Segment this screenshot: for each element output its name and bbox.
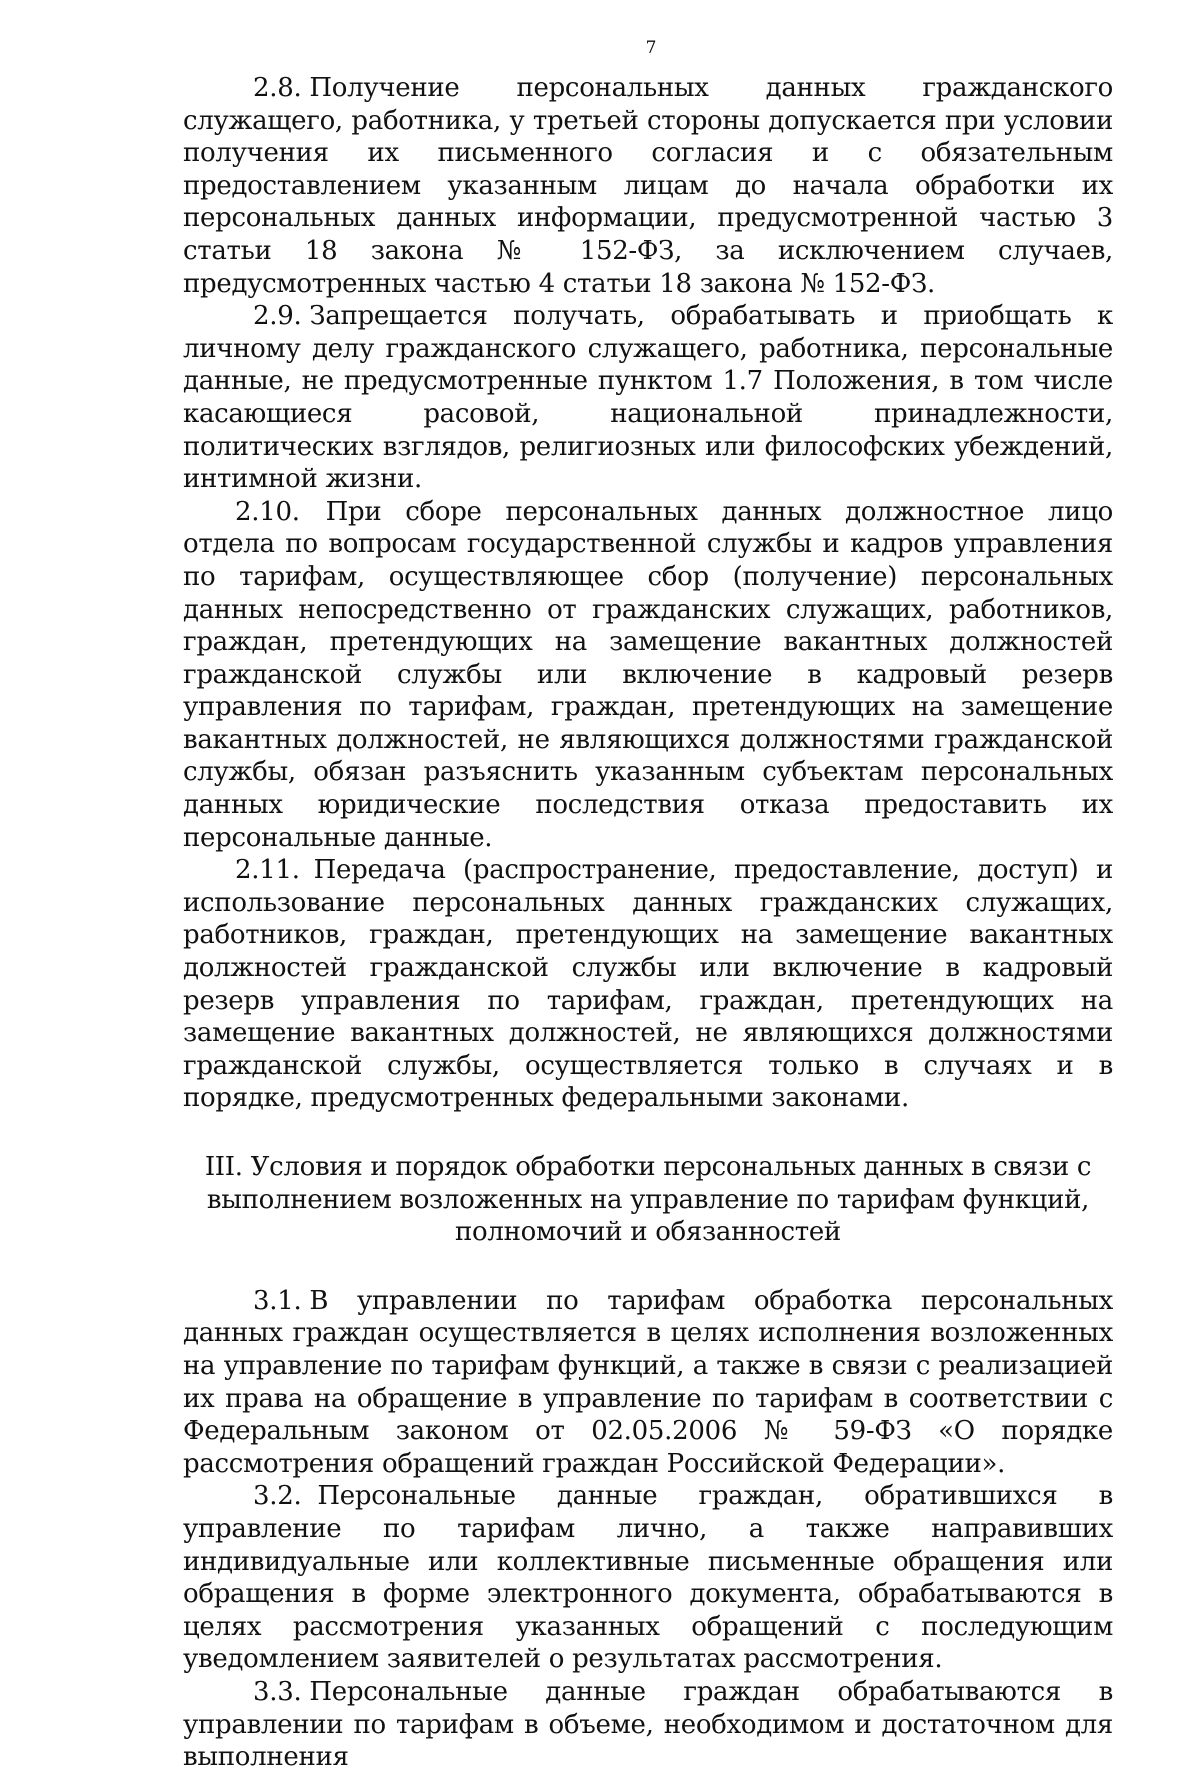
paragraph-number: 3.3. [253,1676,302,1707]
paragraph-2-10 [183,496,1113,855]
paragraph-text: Запрещается получать, обрабатывать и приобщать к личному делу гражданского служащего, работника, персональные данные, не предусмотренные пунктом 1.7 Положения, в том числе касающиеся расовой, национальной принадлежности, политических взглядов, религиозных или философских убеждений, интимной жизни. [183,301,1113,495]
paragraph-2-11 [183,854,1113,1115]
section-heading-line: III. Условия и порядок обработки персональных данных в связи с [204,1152,1092,1182]
paragraph-text: Передача (распространение, предоставление, доступ) и использование персональных данных гражданских служащих, работников, граждан, претендующих на замещение вакантных должностей гражданской службы или включение в кадровый резерв управления по тарифам, граждан, претендующих на замещение вакантных должностей, не являющихся должностями гражданской службы, осуществляется только в случаях и в порядке, предусмотренных федеральными законами. [183,855,1113,1114]
paragraph-3-3 [183,1676,1113,1774]
paragraph-2-9 [183,300,1113,496]
section-heading [183,1151,1113,1249]
paragraph-number: 2.10. [235,496,300,527]
paragraph-number: 2.9. [253,301,302,332]
paragraph-3-1 [183,1285,1113,1481]
page-number: 7 [645,38,657,58]
paragraph-3-2 [183,1480,1113,1676]
section-heading-line: полномочий и обязанностей [455,1217,841,1248]
section-heading-line: выполнением возложенных на управление по тарифам функций, [206,1184,1090,1215]
document-page [183,36,1113,1774]
paragraph-text: В управлении по тарифам обработка персональных данных граждан осуществляется в целях исполнения возложенных на управление по тарифам функций, а также в связи с реализацией их права на обращение в управление по тарифам в соответствии с Федеральным законом от 02.05.2006 № 59-ФЗ «О порядке рассмотрения обращений граждан Российской Федерации». [183,1285,1113,1479]
paragraph-number: 2.8. [253,73,302,103]
paragraph-number: 3.2. [253,1481,302,1512]
paragraph-text: При сборе персональных данных должностное лицо отдела по вопросам государственной службы и кадров управления по тарифам, осуществляющее сбор (получение) персональных данных непосредственно от гражданских служащих, работников, граждан, претендующих на замещение вакантных должностей гражданской службы или включение в кадровый резерв управления по тарифам, граждан, претендующих на замещение вакантных должностей, не являющихся должностями гражданской службы, обязан разъяснить указанным субъектам персональных данных юридические последствия отказа предоставить их персональные данные. [183,496,1113,853]
paragraph-text: Получение персональных данных гражданского служащего, работника, у третьей стороны допускается при условии получения их письменного согласия и с обязательным предоставлением указанным лицам до начала обработки их персональных данных информации, предусмотренной частью 3 статьи 18 закона № 152-ФЗ, за исключением случаев, предусмотренных частью 4 статьи 18 закона № 152-ФЗ. [183,73,1113,299]
paragraph-text: Персональные данные граждан обрабатываются в управлении по тарифам в объеме, необходимом и достаточном для выполнения [183,1676,1113,1773]
paragraph-2-8 [183,72,1113,300]
paragraph-number: 2.11. [235,855,300,886]
paragraph-text: Персональные данные граждан, обратившихся в управление по тарифам лично, а также направивших индивидуальные или коллективные письменные обращения или обращения в форме электронного документа, обрабатываются в целях рассмотрения указанных обращений с последующим уведомлением заявителей о результатах рассмотрения. [183,1481,1113,1675]
paragraph-number: 3.1. [253,1285,302,1316]
